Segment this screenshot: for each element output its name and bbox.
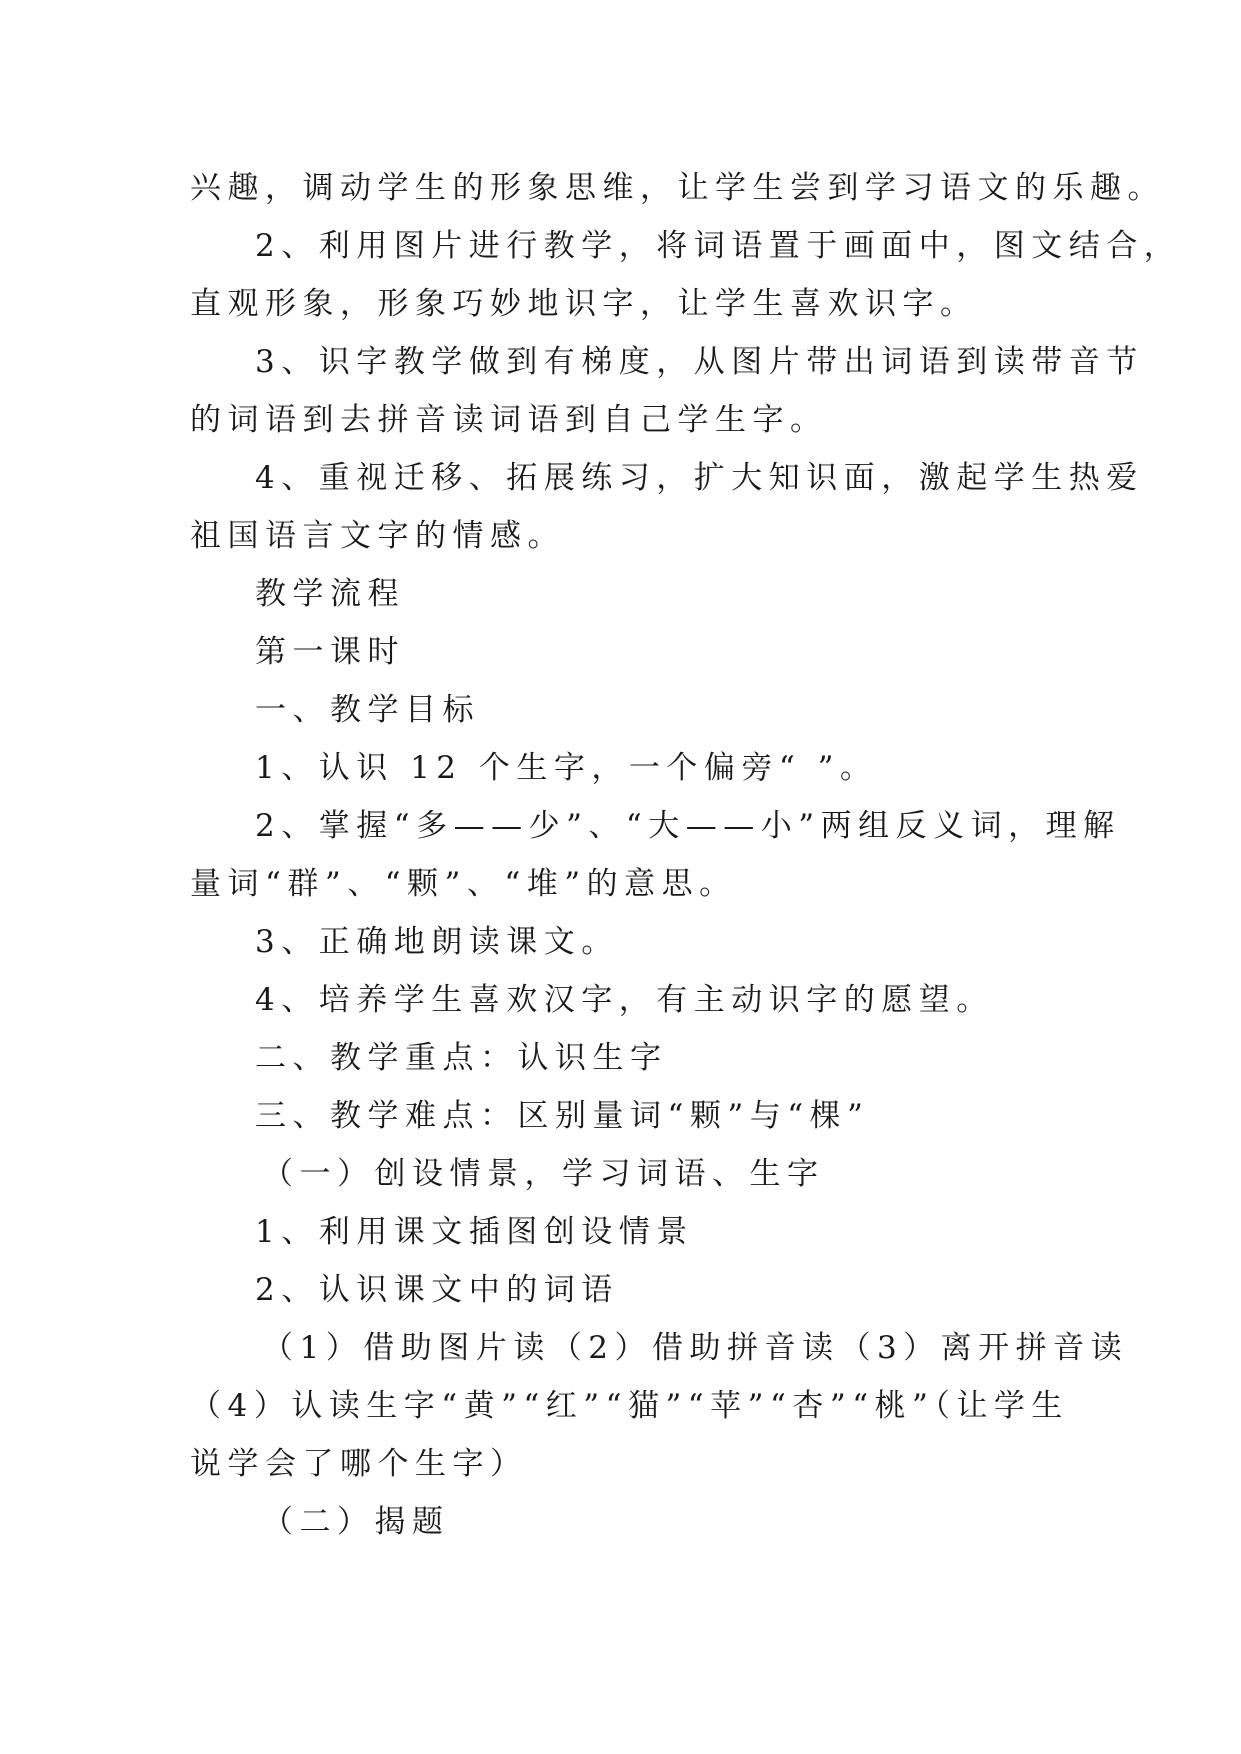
step-line-1: 1、利用课文插图创设情景 [255,1214,694,1250]
paragraph-line-5: 的词语到去拼音读词语到自己学生字。 [190,402,828,438]
subsection-heading-1: （一）创设情景，学习词语、生字 [262,1156,825,1192]
subsection-heading-2: （二）揭题 [262,1504,450,1540]
objective-line-3: 3、正确地朗读课文。 [255,924,619,960]
step-line-3: （1）借助图片读（2）借助拼音读（3）离开拼音读 [262,1330,1129,1366]
section-heading-objectives: 一、教学目标 [255,692,480,728]
section-heading-teaching-process: 教学流程 [255,576,405,612]
paragraph-line-3: 直观形象，形象巧妙地识字，让学生喜欢识字。 [190,286,978,322]
step-line-2: 2、认识课文中的词语 [255,1272,619,1308]
objective-line-4: 4、培养学生喜欢汉字，有主动识字的愿望。 [255,982,994,1018]
paragraph-line-2: 2、利用图片进行教学，将词语置于画面中，图文结合， [255,228,1182,264]
paragraph-line-6: 4、重视迁移、拓展练习，扩大知识面，激起学生热爱 [255,460,1144,496]
paragraph-line-1: 兴趣，调动学生的形象思维，让学生尝到学习语文的乐趣。 [190,170,1165,206]
section-heading-difficulties: 三、教学难点：区别量词“颗”与“棵” [255,1098,870,1134]
objective-line-2-cont: 量词“群”、“颗”、“堆”的意思。 [190,866,737,902]
section-heading-first-lesson: 第一课时 [255,634,405,670]
objective-line-1: 1、认识 12 个生字，一个偏旁“ ”。 [255,750,878,786]
objective-line-2: 2、掌握“多——少”、“大——小”两组反义词，理解 [255,808,1121,844]
step-line-4-cont: 说学会了哪个生字） [190,1446,528,1482]
paragraph-line-7: 祖国语言文字的情感。 [190,518,565,554]
step-line-4: （4）认读生字“黄”“红”“猫”“苹”“杏”“桃”（让学生 [190,1388,1069,1424]
section-heading-key-points: 二、教学重点：认识生字 [255,1040,668,1076]
paragraph-line-4: 3、识字教学做到有梯度，从图片带出词语到读带音节 [255,344,1144,380]
